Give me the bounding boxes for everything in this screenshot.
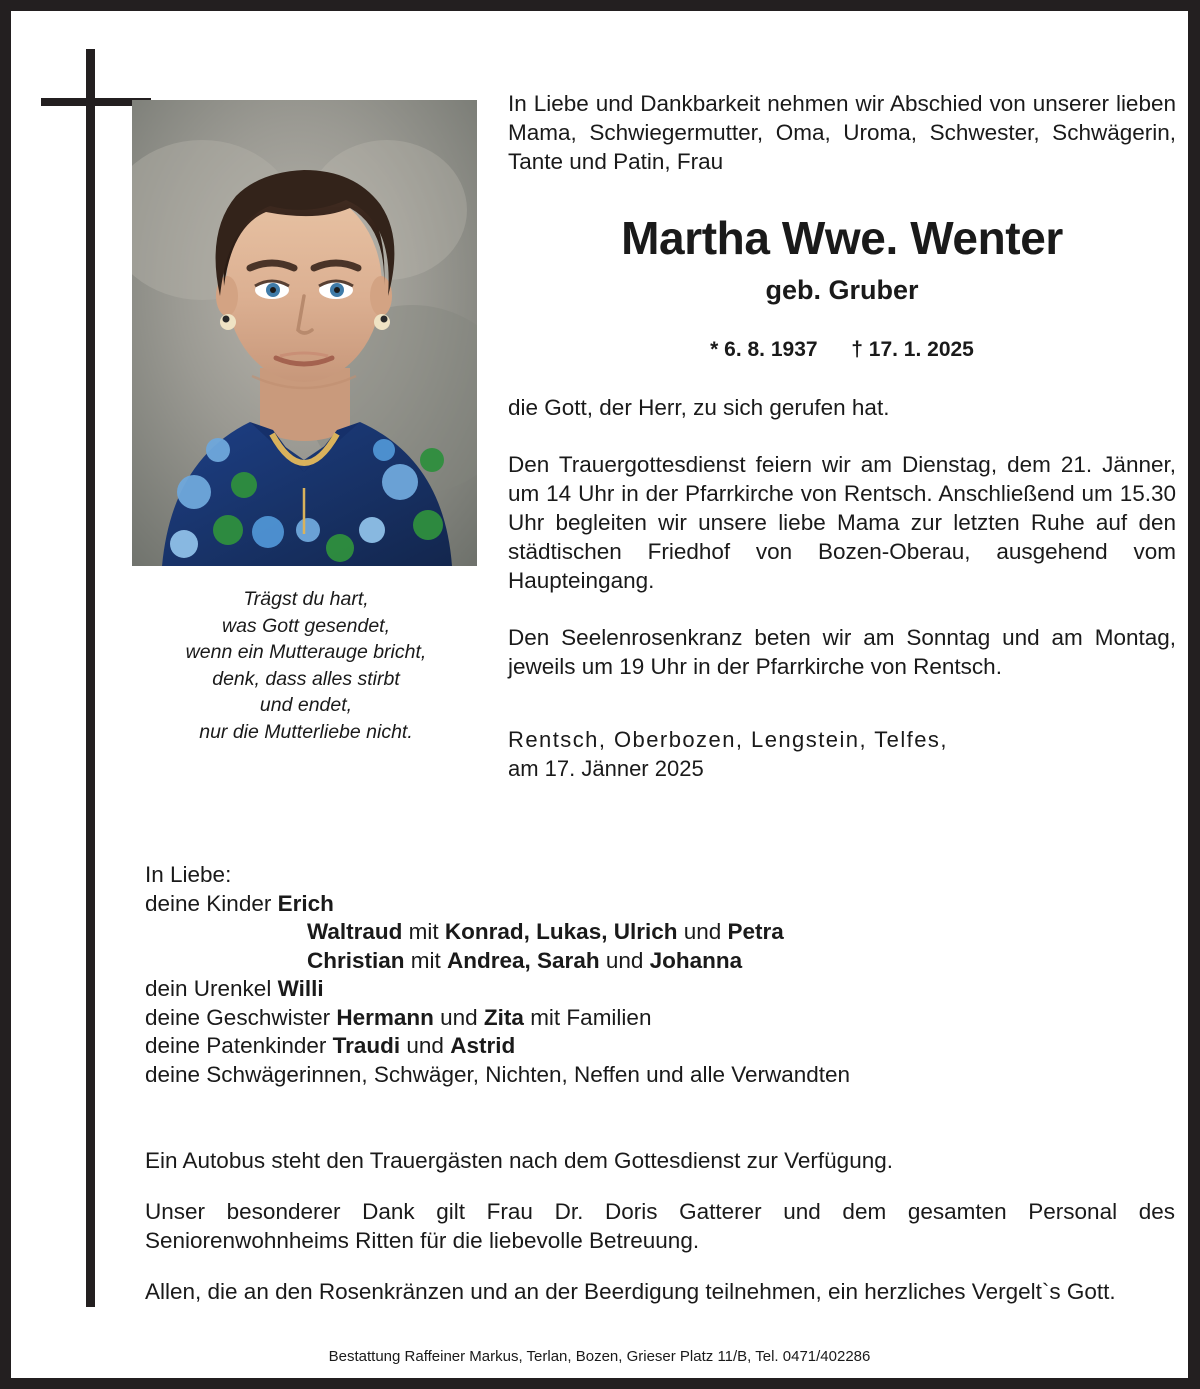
family-member-name: Traudi xyxy=(332,1033,401,1058)
family-member-name: Hermann xyxy=(336,1004,434,1030)
family-connector-text: mit Familien xyxy=(523,1004,652,1030)
family-list xyxy=(145,861,1105,1089)
family-line xyxy=(145,918,1105,947)
maiden-name: geb. Gruber xyxy=(765,275,919,305)
family-connector-text: deine Geschwister xyxy=(145,1004,337,1030)
family-connector-text: mit xyxy=(402,919,445,944)
family-member-name: Petra xyxy=(727,919,784,944)
places-line: Rentsch, Oberbozen, Lengstein, Telfes, xyxy=(508,727,948,752)
family-member-name: Zita xyxy=(483,1004,524,1030)
family-connector-text: und xyxy=(677,919,728,944)
poem-line: denk, dass alles stirbt xyxy=(212,667,400,690)
intro-text: In Liebe und Dankbarkeit nehmen wir Abschied von unserer lieben Mama, Schwiegermutter, Oma, Uroma, Schwester, Schwägerin, Tante und Patin, Frau xyxy=(508,91,1176,174)
family-member-name: Astrid xyxy=(450,1033,516,1058)
deceased-name: Martha Wwe. Wenter xyxy=(621,212,1063,264)
closing-notes xyxy=(145,1146,1175,1306)
family-member-name: Willi xyxy=(277,976,324,1001)
family-member-name: Konrad, Lukas, Ulrich xyxy=(444,919,678,944)
gratitude-note: Allen, die an den Rosenkränzen und an der Beerdigung teilnehmen, ein herzliches Vergelt`s Gott. xyxy=(145,1279,1116,1304)
family-connector-text: mit xyxy=(404,947,448,973)
portrait-illustration xyxy=(132,100,477,566)
family-rows xyxy=(145,890,1105,1090)
main-text-column xyxy=(508,89,1176,783)
poem-line: und endet, xyxy=(259,694,353,716)
family-line xyxy=(145,890,1105,919)
called-by-god-text: die Gott, der Herr, zu sich gerufen hat. xyxy=(508,395,890,420)
family-member-name: Christian xyxy=(307,947,405,973)
portrait-image xyxy=(132,100,477,566)
poem-line: wenn ein Mutterauge bricht, xyxy=(185,641,427,663)
family-member-name: Waltraud xyxy=(307,919,403,944)
family-connector-text: und xyxy=(400,1033,451,1058)
poem-line: nur die Mutterliebe nicht. xyxy=(199,720,413,743)
death-date: † 17. 1. 2025 xyxy=(851,338,974,361)
rosary-text: Den Seelenrosenkranz beten wir am Sonntag und am Montag, jeweils um 19 Uhr in der Pfarrkirche von Rentsch. xyxy=(508,625,1176,679)
family-line xyxy=(145,1061,1105,1090)
poem-line: Trägst du hart, xyxy=(243,588,369,610)
family-connector-text: deine Patenkinder xyxy=(145,1033,333,1058)
family-connector-text: und xyxy=(433,1004,484,1030)
family-connector-text: deine Schwägerinnen, Schwäger, Nichten, Neffen und alle Verwandten xyxy=(145,1061,851,1087)
life-dates xyxy=(508,337,1176,363)
bus-note: Ein Autobus steht den Trauergästen nach dem Gottesdienst zur Verfügung. xyxy=(145,1148,893,1173)
family-connector-text: dein Urenkel xyxy=(145,976,278,1001)
notice-date: am 17. Jänner 2025 xyxy=(508,756,704,781)
family-line xyxy=(145,1032,1105,1061)
family-member-name: Erich xyxy=(277,890,334,916)
family-line xyxy=(145,975,1105,1004)
family-member-name: Johanna xyxy=(649,947,743,973)
family-line xyxy=(145,1004,1105,1033)
family-connector-text: und xyxy=(599,947,650,973)
thanks-note: Unser besonderer Dank gilt Frau Dr. Doris Gatterer und dem gesamten Personal des Seniorenwohnheims Ritten für die liebevolle Betreuung. xyxy=(145,1199,1175,1253)
family-line xyxy=(145,947,1105,976)
birth-date: * 6. 8. 1937 xyxy=(710,338,818,361)
notice-page xyxy=(11,11,1188,1378)
funeral-service-text: Den Trauergottesdienst feiern wir am Dienstag, dem 21. Jänner, um 14 Uhr in der Pfarrkirche von Rentsch. Anschließend um 15.30 Uhr begleiten wir unsere liebe Mama zur letzten Ruhe auf den städtischen Friedhof von Bozen-Oberau, ausgehend vom Haupteingang. xyxy=(508,452,1176,593)
memorial-poem xyxy=(71,586,541,745)
family-heading: In Liebe: xyxy=(145,862,232,887)
family-connector-text: deine Kinder xyxy=(145,890,278,916)
funeral-home-footer: Bestattung Raffeiner Markus, Terlan, Bozen, Grieser Platz 11/B, Tel. 0471/402286 xyxy=(328,1348,871,1365)
poem-line: was Gott gesendet, xyxy=(221,614,391,637)
portrait-photo xyxy=(132,100,477,566)
family-member-name: Andrea, Sarah xyxy=(447,947,600,973)
